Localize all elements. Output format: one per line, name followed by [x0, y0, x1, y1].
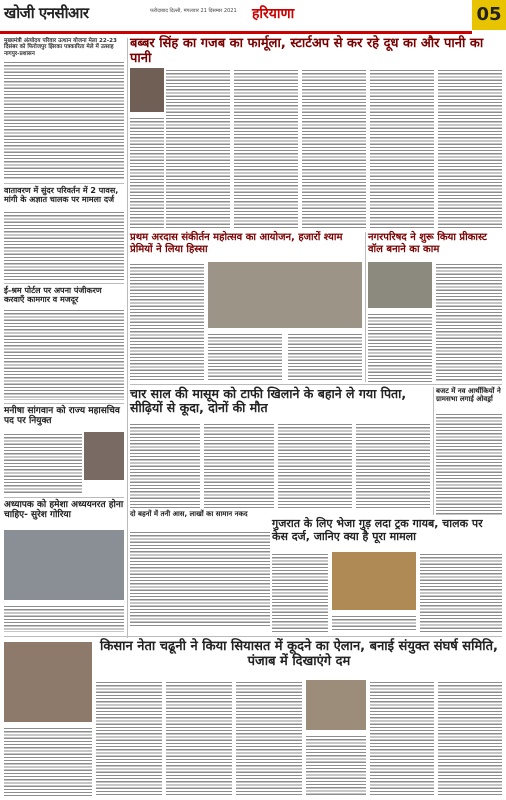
bottom-body-a — [4, 726, 92, 796]
left-body-2 — [4, 210, 124, 280]
divider — [4, 636, 502, 637]
bottom-body-b — [96, 680, 162, 796]
page-number: 05 — [472, 0, 506, 30]
edition-meta: फरीदाबाद दिल्ली, मंगलवार 21 दिसम्बर 2021 — [150, 8, 237, 14]
right-story-headline: नगरपरिषद ने शुरू किया प्रीकास्ट वॉल बनाने का काम — [368, 232, 487, 255]
divider — [130, 384, 502, 385]
masthead-rule — [0, 31, 472, 34]
left-headline-2: वातावरण में सुंदर परिवर्तन में 2 पावस, मांगी के अज्ञात चालक पर मामला दर्ज — [4, 186, 119, 205]
center-sub-headline: दो बहनों में तनी आस, लाखों का सामान नकद — [130, 510, 248, 518]
mid-story-headline: प्रथम अरदास संकीर्तन महोत्सव का आयोजन, हजारों श्याम प्रेमियों ने लिया हिस्सा — [130, 232, 343, 255]
column-divider — [365, 232, 366, 382]
mid-story-body-c — [288, 332, 362, 380]
left-body-4 — [4, 432, 82, 494]
farmer-leader-photo — [4, 642, 92, 722]
top-story-body-e — [438, 68, 502, 228]
top-story-body-d — [370, 68, 434, 228]
side-body — [436, 412, 502, 516]
jaggery-photo — [332, 552, 416, 610]
left-body-5 — [4, 604, 124, 632]
center-story-body-c — [278, 422, 352, 508]
mid-story-body-a — [130, 262, 204, 380]
center-sub-body — [130, 530, 270, 626]
mid-story-body-b — [208, 332, 282, 380]
top-story-headline: बब्बर सिंह का गजब का फार्मूला, स्टार्टअप से कर रहे दूध का और पानी का पानी — [130, 36, 484, 66]
section-title: हरियाणा — [252, 6, 295, 22]
gathering-photo — [208, 262, 362, 328]
center-story-body-d — [356, 422, 430, 508]
column-divider — [433, 387, 434, 515]
masthead — [0, 0, 506, 34]
construction-photo — [368, 262, 432, 308]
center-story-body-a — [130, 422, 200, 508]
top-story-body-b — [234, 68, 298, 228]
top-story-body-a — [166, 68, 230, 228]
center-story-body-b — [204, 422, 274, 508]
left-lead-body — [4, 60, 124, 180]
person-photo — [84, 432, 124, 480]
center-story-headline: चार साल की मासूम को टाफी खिलाने के बहाने ले गया पिता, सीढ़ियों से कूदा, दोनों की मौत — [130, 386, 407, 416]
left-headline-3: ई-श्रम पोर्टल पर अपना पंजीकरण करवाएँ कामगार व मजदूर — [4, 286, 102, 305]
protest-photo — [306, 680, 366, 730]
bottom-body-g — [438, 680, 502, 796]
gujarat-body-b — [420, 552, 502, 632]
bottom-body-e — [306, 734, 366, 796]
column-divider — [127, 38, 128, 638]
left-body-3 — [4, 308, 124, 400]
top-story-body-c — [302, 68, 366, 228]
right-story-body-a — [436, 262, 502, 382]
bottom-body-f — [370, 680, 434, 796]
divider — [4, 183, 124, 184]
left-headline-5: अध्यापक को हमेशा अध्ययनरत होना चाहिए- सुरेश गोरिया — [4, 500, 124, 521]
side-headline: बजट में नव आर्थीकियों ने ग्रामसभा लगाई ओवर्ड्रा — [436, 387, 501, 404]
gujarat-body-c — [332, 614, 416, 632]
portrait-photo — [130, 68, 164, 112]
gujarat-body-a — [272, 552, 328, 632]
bottom-story-headline: किसान नेता चढूनी ने किया सियासत में कूदने का ऐलान, बनाई संयुक्त संघर्ष समिति, पंजाब में दिखाएंगे दम — [100, 639, 498, 669]
bottom-body-c — [166, 680, 232, 796]
left-lead-strip: मुख्यमंत्री अंत्योदय परिवार उत्थान योजना मेला 22-23 दिसंबर को फिरोजपुर झिरका पत्रकारिता मेले में उत्साह नागपुर-प्रशासन — [4, 38, 117, 57]
right-story-body-b — [368, 312, 432, 382]
newspaper-logo: खोजी एनसीआर — [4, 4, 89, 22]
teachers-photo — [4, 530, 124, 600]
divider — [4, 497, 124, 498]
gujarat-story-headline: गुजरात के लिए भेजा गुड़ लदा ट्रक गायब, चालक पर केस दर्ज, जानिए क्या है पूरा मामला — [272, 517, 483, 543]
divider — [4, 283, 124, 284]
left-headline-4: मनीषा सांगवान को राज्य महासचिव पद पर नियुक्त — [4, 406, 120, 427]
bottom-body-d — [236, 680, 302, 796]
divider — [4, 403, 124, 404]
top-story-body-f — [130, 116, 164, 228]
